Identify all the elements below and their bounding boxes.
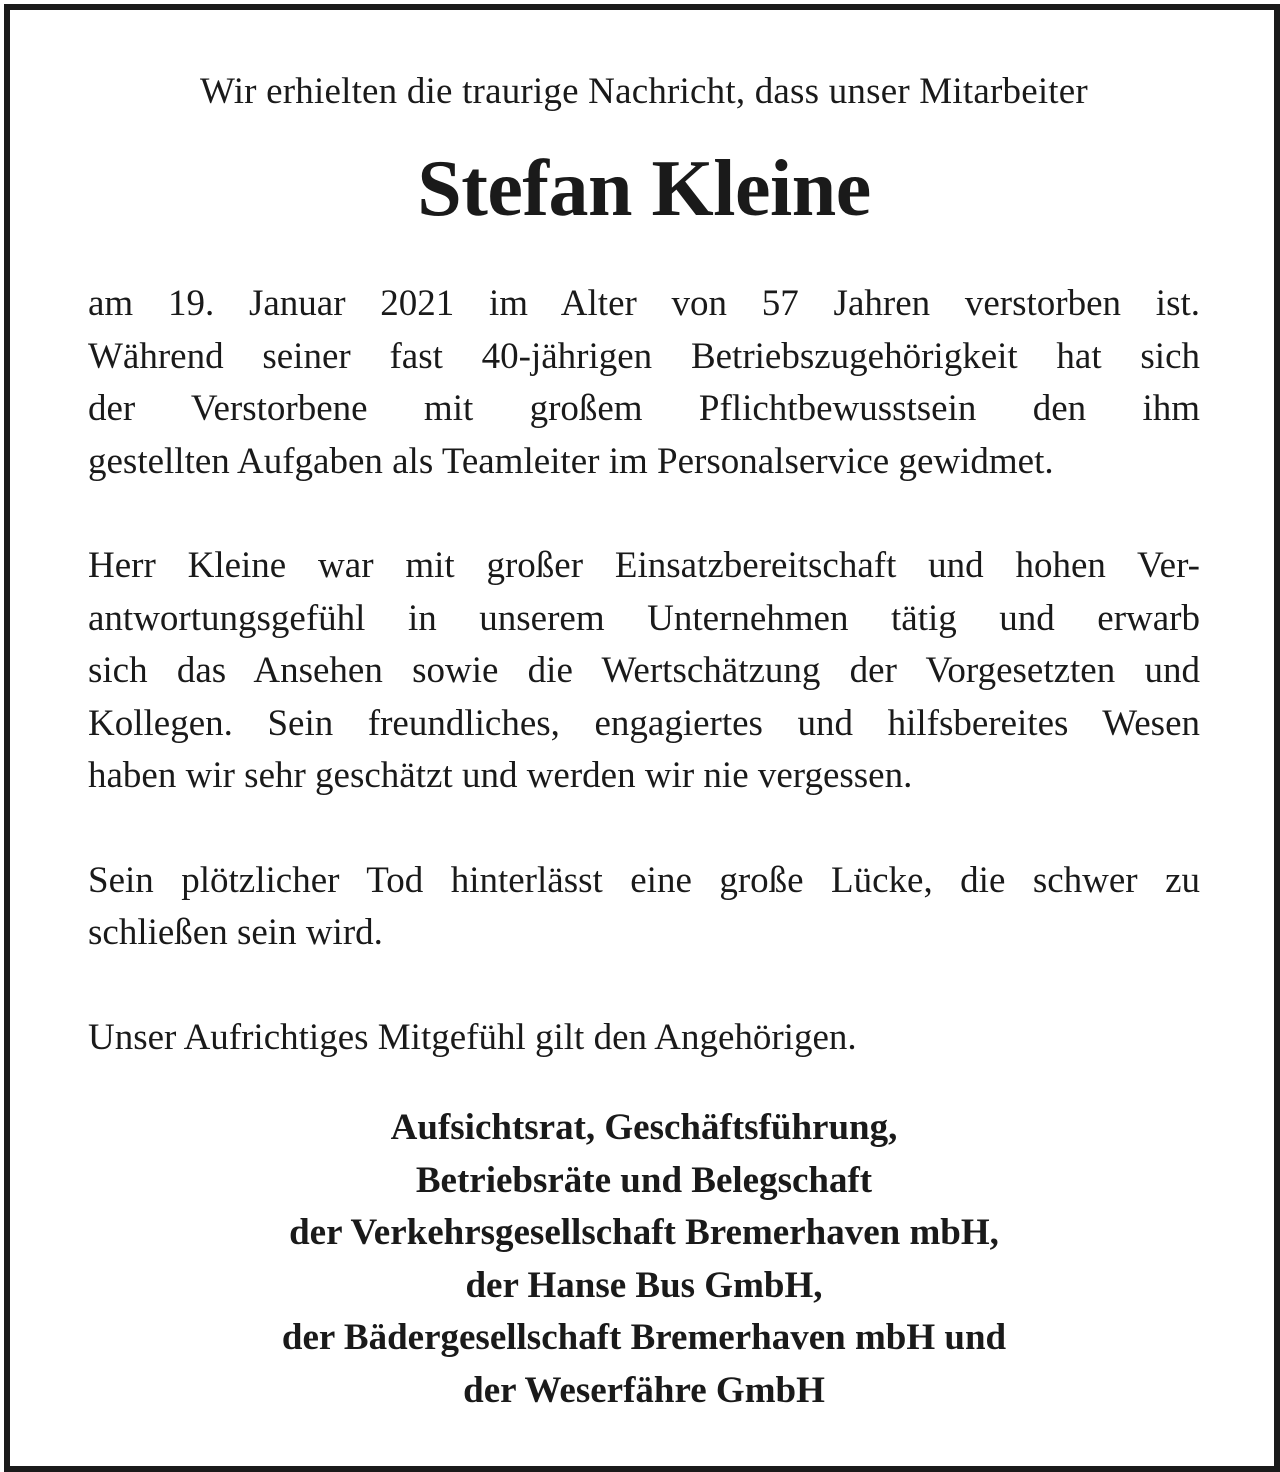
paragraph-death-announcement: [88, 278, 1200, 488]
paragraph-tribute: [88, 540, 1200, 803]
signature-line: Betriebsräte und Belegschaft: [415, 1159, 873, 1201]
text-line: Kollegen. Sein freundliches, engagiertes und hilfsbereites Wesen: [88, 702, 1200, 744]
text-line: Während seiner fast 40-jährigen Betriebszugehörigkeit hat sich: [88, 335, 1200, 377]
signature-line: der Weserfähre GmbH: [463, 1369, 825, 1411]
text-line: Unser Aufrichtiges Mitgefühl gilt den Angehörigen.: [88, 1016, 857, 1058]
text-line: gestellten Aufgaben als Teamleiter im Personalservice gewidmet.: [88, 440, 1054, 482]
text-line: am 19. Januar 2021 im Alter von 57 Jahren verstorben ist.: [88, 283, 1200, 324]
paragraph-condolence: [88, 1012, 1200, 1065]
text-line: haben wir sehr geschätzt und werden wir nie vergessen.: [88, 755, 913, 796]
text-line: Herr Kleine war mit großer Einsatzbereitschaft und hohen Ver-: [88, 545, 1200, 586]
notice-border-frame: [4, 4, 1280, 1472]
text-line: Sein plötzlicher Tod hinterlässt eine große Lücke, die schwer zu: [88, 859, 1200, 901]
text-line: sich das Ansehen sowie die Wertschätzung der Vorgesetzten und: [88, 650, 1200, 691]
text-line: der Verstorbene mit großem Pflichtbewusstsein den ihm: [88, 388, 1200, 429]
text-line: schließen sein wird.: [88, 912, 383, 953]
obituary-notice: [88, 66, 1200, 1417]
signature-line: Aufsichtsrat, Geschäftsführung,: [390, 1107, 898, 1148]
signature-line: der Bädergesellschaft Bremerhaven mbH und: [281, 1317, 1007, 1358]
deceased-name: Stefan Kleine: [417, 145, 871, 233]
paragraph-loss: [88, 855, 1200, 960]
signature-line: der Hanse Bus GmbH,: [465, 1264, 823, 1306]
text-line: antwortungsgefühl in unserem Unternehmen tätig und erwarb: [88, 597, 1200, 639]
signature-line: der Verkehrsgesellschaft Bremerhaven mbH,: [289, 1212, 999, 1253]
intro-line: Wir erhielten die traurige Nachricht, dass unser Mitarbeiter: [200, 71, 1088, 112]
signature-block: [88, 1102, 1200, 1417]
